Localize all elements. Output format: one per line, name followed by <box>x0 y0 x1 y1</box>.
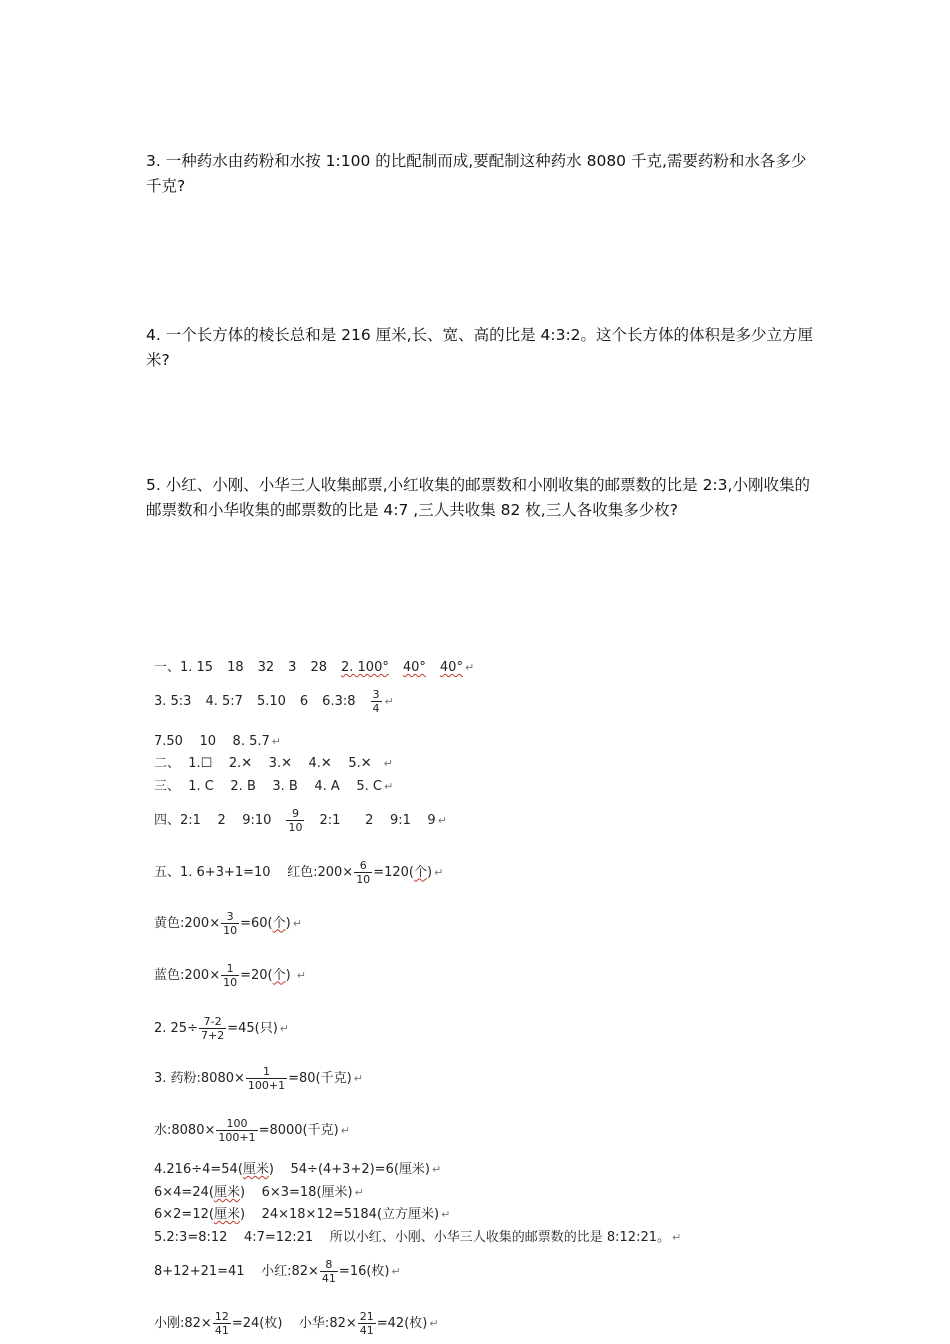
fraction-denominator: 41 <box>321 1272 336 1285</box>
fraction-denominator: 10 <box>356 873 371 886</box>
answer-line-10 <box>154 1015 289 1042</box>
fraction <box>371 688 382 715</box>
answer-line-13 <box>154 1162 441 1178</box>
answer-text: 40° <box>439 660 463 675</box>
answer-text: 32 <box>257 660 275 675</box>
answer-text: =20( <box>240 967 273 983</box>
answer-text: =120( <box>373 864 414 880</box>
answer-text: 4.216÷4=54( <box>154 1162 243 1177</box>
answer-line-6 <box>154 807 447 834</box>
fraction <box>286 807 304 834</box>
paragraph-mark: ↵ <box>296 968 306 982</box>
fraction <box>221 910 239 937</box>
answer-text: 个 <box>272 915 286 931</box>
fraction <box>213 1310 231 1337</box>
fraction-numerator: 100 <box>226 1117 248 1130</box>
answer-line-15 <box>154 1207 450 1223</box>
fraction <box>354 859 372 886</box>
answer-text: 5.2:3=8:12 4:7=12:21 所以小红、小刚、小华三人收集的邮票数的比是 8:12:21。 <box>154 1230 670 1245</box>
fraction-denominator: 10 <box>223 924 238 937</box>
answer-text: 6×2=12( <box>154 1207 214 1222</box>
answer-line-1 <box>154 660 474 676</box>
answer-line-5 <box>154 779 393 795</box>
answer-text: 厘米 <box>242 1162 269 1177</box>
paragraph-mark: ↵ <box>437 813 447 827</box>
fraction <box>320 1258 338 1285</box>
answer-line-18 <box>154 1310 439 1337</box>
answer-text: 蓝色:200× <box>154 967 221 983</box>
fraction-numerator: 1 <box>263 1065 271 1078</box>
answer-line-17 <box>154 1258 401 1285</box>
answer-text: 黄色:200× <box>154 915 221 931</box>
fraction-denominator: 41 <box>359 1324 374 1337</box>
answer-text: 五、1. 6+3+1=10 红色:200× <box>154 864 354 880</box>
fraction-numerator: 7-2 <box>203 1015 222 1028</box>
fraction-numerator: 3 <box>372 688 380 701</box>
paragraph-mark: ↵ <box>434 865 444 879</box>
fraction-denominator: 10 <box>288 821 303 834</box>
answer-text: 3. 5:3 <box>154 693 192 709</box>
paragraph-mark: ↵ <box>432 1163 442 1176</box>
answer-text: 个 <box>272 967 286 983</box>
fraction <box>221 962 239 989</box>
fraction-denominator: 7+2 <box>200 1029 225 1042</box>
answer-text: 二、 1.☐ 2.✕ 3.✕ 4.✕ 5.✕ <box>154 756 372 771</box>
answer-text: 6.3:8 <box>322 693 356 709</box>
answer-text: 个 <box>413 864 427 880</box>
answer-text: 40° <box>402 660 426 675</box>
paragraph-mark: ↵ <box>441 1208 451 1221</box>
answer-line-14 <box>154 1185 364 1201</box>
answer-text: 水:8080× <box>154 1122 216 1138</box>
answer-text: 5.10 <box>256 693 286 709</box>
fraction-numerator: 9 <box>291 807 299 820</box>
answer-text: =60( <box>240 915 273 931</box>
fraction-numerator: 3 <box>226 910 234 923</box>
answer-text: 厘米 <box>213 1207 240 1222</box>
answer-text: 3. 药粉:8080× <box>154 1070 245 1086</box>
question-4: 4. 一个长方体的棱长总和是 216 厘米,长、宽、高的比是 4:3:2。这个长方体的体积是多少立方厘米? <box>146 326 814 369</box>
paragraph-mark: ↵ <box>279 1021 290 1035</box>
answer-text: =24(枚) 小华:82× <box>231 1315 357 1331</box>
answer-text: ) 6×3=18(厘米) <box>239 1185 353 1200</box>
fraction <box>216 1117 257 1144</box>
answer-text: 一、1. 15 <box>154 660 214 675</box>
paragraph-mark: ↵ <box>383 757 393 770</box>
answer-text: =16(枚) <box>338 1263 390 1279</box>
paragraph-mark: ↵ <box>353 1071 363 1085</box>
answer-text: 28 <box>310 660 327 675</box>
answer-line-11 <box>154 1065 363 1092</box>
answer-text: ) <box>285 915 291 931</box>
answer-line-9 <box>154 962 306 989</box>
fraction-denominator: 100+1 <box>218 1131 256 1144</box>
answer-line-3 <box>154 734 281 750</box>
question-5: 5. 小红、小刚、小华三人收集邮票,小红收集的邮票数和小刚收集的邮票数的比是 2:3,小刚收集的邮票数和小华收集的邮票数的比是 4:7 ,三人共收集 82 枚,三人各收集多少枚? <box>146 476 810 519</box>
answer-line-2 <box>154 688 394 715</box>
answer-text: =42(枚) <box>376 1315 428 1331</box>
fraction-numerator: 6 <box>359 859 367 872</box>
paragraph-mark: ↵ <box>383 780 394 793</box>
answer-text: ) 54÷(4+3+2)=6(厘米) <box>268 1162 430 1177</box>
answer-text: 7.50 10 8. 5.7 <box>154 734 270 749</box>
fraction-denominator: 10 <box>223 976 238 989</box>
fraction-numerator: 12 <box>214 1310 229 1323</box>
paragraph-mark: ↵ <box>354 1186 364 1199</box>
answer-text: 2. 25÷ <box>154 1020 198 1036</box>
answer-text: ) <box>426 864 433 880</box>
answer-text: ) 24×18×12=5184(立方厘米) <box>239 1207 440 1222</box>
answer-text: 2:1 2 9:1 9 <box>319 812 436 828</box>
fraction-denominator: 100+1 <box>247 1079 286 1092</box>
paragraph-mark: ↵ <box>292 916 302 930</box>
paragraph-mark: ↵ <box>464 661 475 674</box>
fraction-denominator: 41 <box>214 1324 229 1337</box>
paragraph-mark: ↵ <box>384 694 394 708</box>
fraction-numerator: 21 <box>359 1310 374 1323</box>
fraction-numerator: 1 <box>226 962 234 975</box>
paragraph-mark: ↵ <box>271 735 281 748</box>
answer-line-4 <box>154 756 393 772</box>
answer-line-12 <box>154 1117 350 1144</box>
answer-text: 8+12+21=41 小红:82× <box>154 1263 319 1279</box>
fraction <box>246 1065 287 1092</box>
answer-text: 厘米 <box>213 1185 240 1200</box>
paragraph-mark: ↵ <box>391 1264 401 1278</box>
question-3: 3. 一种药水由药粉和水按 1:100 的比配制而成,要配制这种药水 8080 千克,需要药粉和水各多少千克? <box>146 152 807 195</box>
fraction-numerator: 8 <box>325 1258 333 1271</box>
answer-text: =80(千克) <box>288 1070 352 1086</box>
answer-text: =8000(千克) <box>258 1122 339 1138</box>
answer-text: =45(只) <box>227 1020 278 1036</box>
answer-text: 3 <box>288 660 297 675</box>
answer-text: 6×4=24( <box>154 1185 214 1200</box>
paragraph-mark: ↵ <box>672 1231 682 1244</box>
answer-text: 2. 100° <box>341 660 389 675</box>
answer-text: 小刚:82× <box>154 1315 212 1331</box>
answer-line-16 <box>154 1230 681 1246</box>
fraction <box>358 1310 376 1337</box>
answer-text: 18 <box>227 660 244 675</box>
answer-text: 6 <box>299 693 309 709</box>
answer-text: 三、 1. C 2. B 3. B 4. A 5. C <box>154 779 382 794</box>
answer-line-7 <box>154 859 443 886</box>
fraction <box>199 1015 226 1042</box>
answer-text: 四、2:1 2 9:10 <box>154 812 272 828</box>
answer-text: ) <box>285 967 291 983</box>
fraction-denominator: 4 <box>372 702 380 715</box>
paragraph-mark: ↵ <box>429 1316 439 1330</box>
answer-line-8 <box>154 910 302 937</box>
paragraph-mark: ↵ <box>340 1123 350 1137</box>
answer-text: 4. 5:7 <box>205 693 243 709</box>
